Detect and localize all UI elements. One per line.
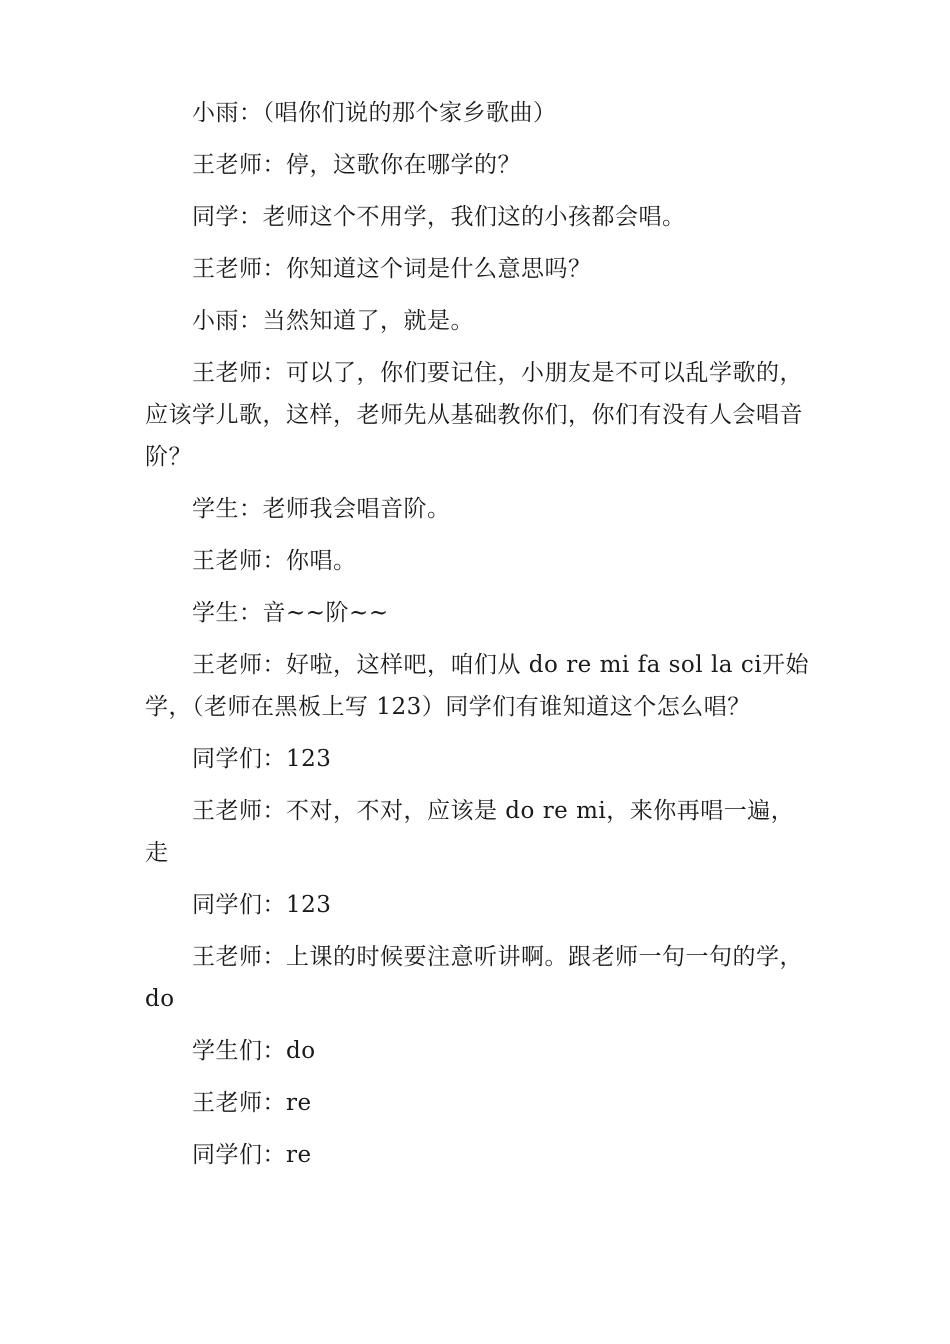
paragraph: 学生们：do [192, 1038, 316, 1064]
paragraph: 王老师：不对，不对，应该是 do re mi，来你再唱一遍，走 [145, 798, 795, 866]
paragraph: 王老师：好啦，这样吧，咱们从 do re mi fa sol la ci开始学，（老师在黑板上写 123）同学们有谁知道这个怎么唱？ [145, 652, 810, 720]
paragraph: 学生：老师我会唱音阶。 [192, 496, 451, 522]
paragraph: 同学们：123 [192, 746, 332, 772]
paragraph: 王老师：你知道这个词是什么意思吗？ [192, 256, 592, 282]
paragraph: 同学们：123 [192, 892, 332, 918]
paragraph: 同学们：re [192, 1142, 312, 1168]
paragraph: 王老师：停，这歌你在哪学的？ [192, 152, 521, 178]
paragraph: 王老师：上课的时候要注意听讲啊。跟老师一句一句的学，do [145, 944, 803, 1012]
document-body [145, 92, 817, 1186]
paragraph: 学生：音~~阶~~ [192, 600, 389, 626]
paragraph: 王老师：你唱。 [192, 548, 357, 574]
paragraph: 同学：老师这个不用学，我们这的小孩都会唱。 [192, 204, 686, 230]
paragraph: 王老师：可以了，你们要记住，小朋友是不可以乱学歌的，应该学儿歌，这样，老师先从基础教你们，你们有没有人会唱音阶？ [145, 360, 803, 470]
paragraph: 王老师：re [192, 1090, 312, 1116]
paragraph: 小雨：当然知道了，就是。 [192, 308, 474, 334]
paragraph: 小雨：（唱你们说的那个家乡歌曲） [192, 100, 557, 126]
